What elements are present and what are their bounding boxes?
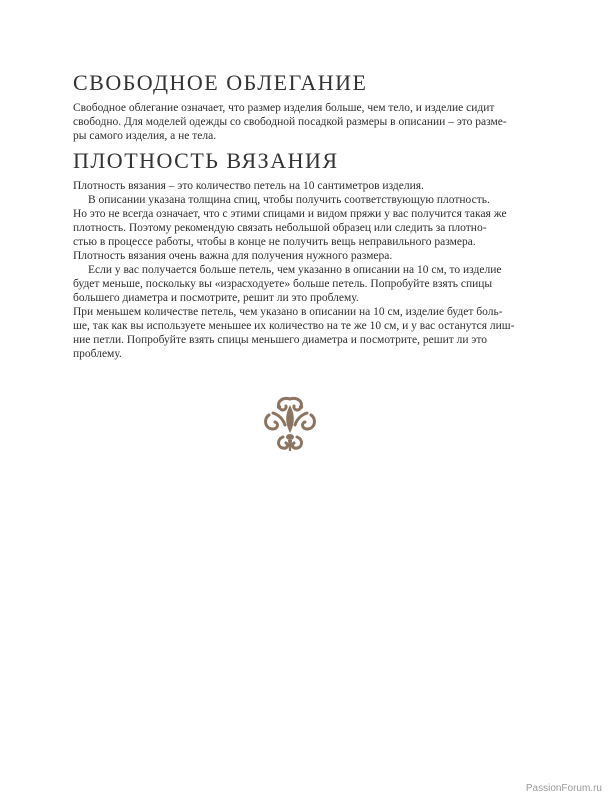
paragraph-line: Если у вас получается больше петель, чем указанно в описании на 10 см, то изделие — [88, 264, 502, 276]
section-heading-gauge: ПЛОТНОСТЬ ВЯЗАНИЯ — [73, 148, 339, 173]
paragraph-line: Плотность вязания очень важна для получения нужного размера. — [73, 250, 393, 262]
paragraph-line: большего диаметра и посмотрите, решит ли это проблему. — [73, 292, 359, 304]
paragraph-line: Но это не всегда означает, что с этими спицами и видом пряжи у вас получится такая же — [73, 208, 507, 220]
watermark: PassionForum.ru — [525, 783, 602, 794]
paragraph-line: ше, так как вы используете меньшее их количество на те же 10 см, и у вас останутся лиш- — [73, 320, 515, 332]
paragraph-line: Свободное облегание означает, что размер изделия больше, чем тело, и изделие сидит — [73, 102, 495, 114]
paragraph-line: При меньшем количестве петель, чем указано в описании на 10 см, изделие будет боль- — [73, 306, 503, 318]
paragraph-line: Плотность вязания – это количество петель на 10 сантиметров изделия. — [73, 180, 424, 192]
section-heading-loose-fit: СВОБОДНОЕ ОБЛЕГАНИЕ — [73, 70, 368, 95]
paragraph-line: проблему. — [73, 348, 122, 360]
paragraph-line: свободно. Для моделей одежды со свободной посадкой размеры в описании – это разме- — [73, 116, 507, 128]
paragraph-line: будет меньше, поскольку вы «израсходуете» больше петель. Попробуйте взять спицы — [73, 278, 493, 290]
paragraph-line: В описании указана толщина спиц, чтобы получить соответствующую плотность. — [88, 194, 490, 206]
paragraph-line: плотность. Поэтому рекомендую связать небольшой образец или следить за плотно- — [73, 222, 487, 234]
paragraph-line: стью в процессе работы, чтобы в конце не получить вещь неправильного размера. — [73, 236, 476, 248]
damask-ornament-icon — [259, 393, 321, 455]
paragraph-line: ры самого изделия, а не тела. — [73, 130, 217, 142]
paragraph-line: ние петли. Попробуйте взять спицы меньшего диаметра и посмотрите, решит ли это — [73, 334, 487, 346]
